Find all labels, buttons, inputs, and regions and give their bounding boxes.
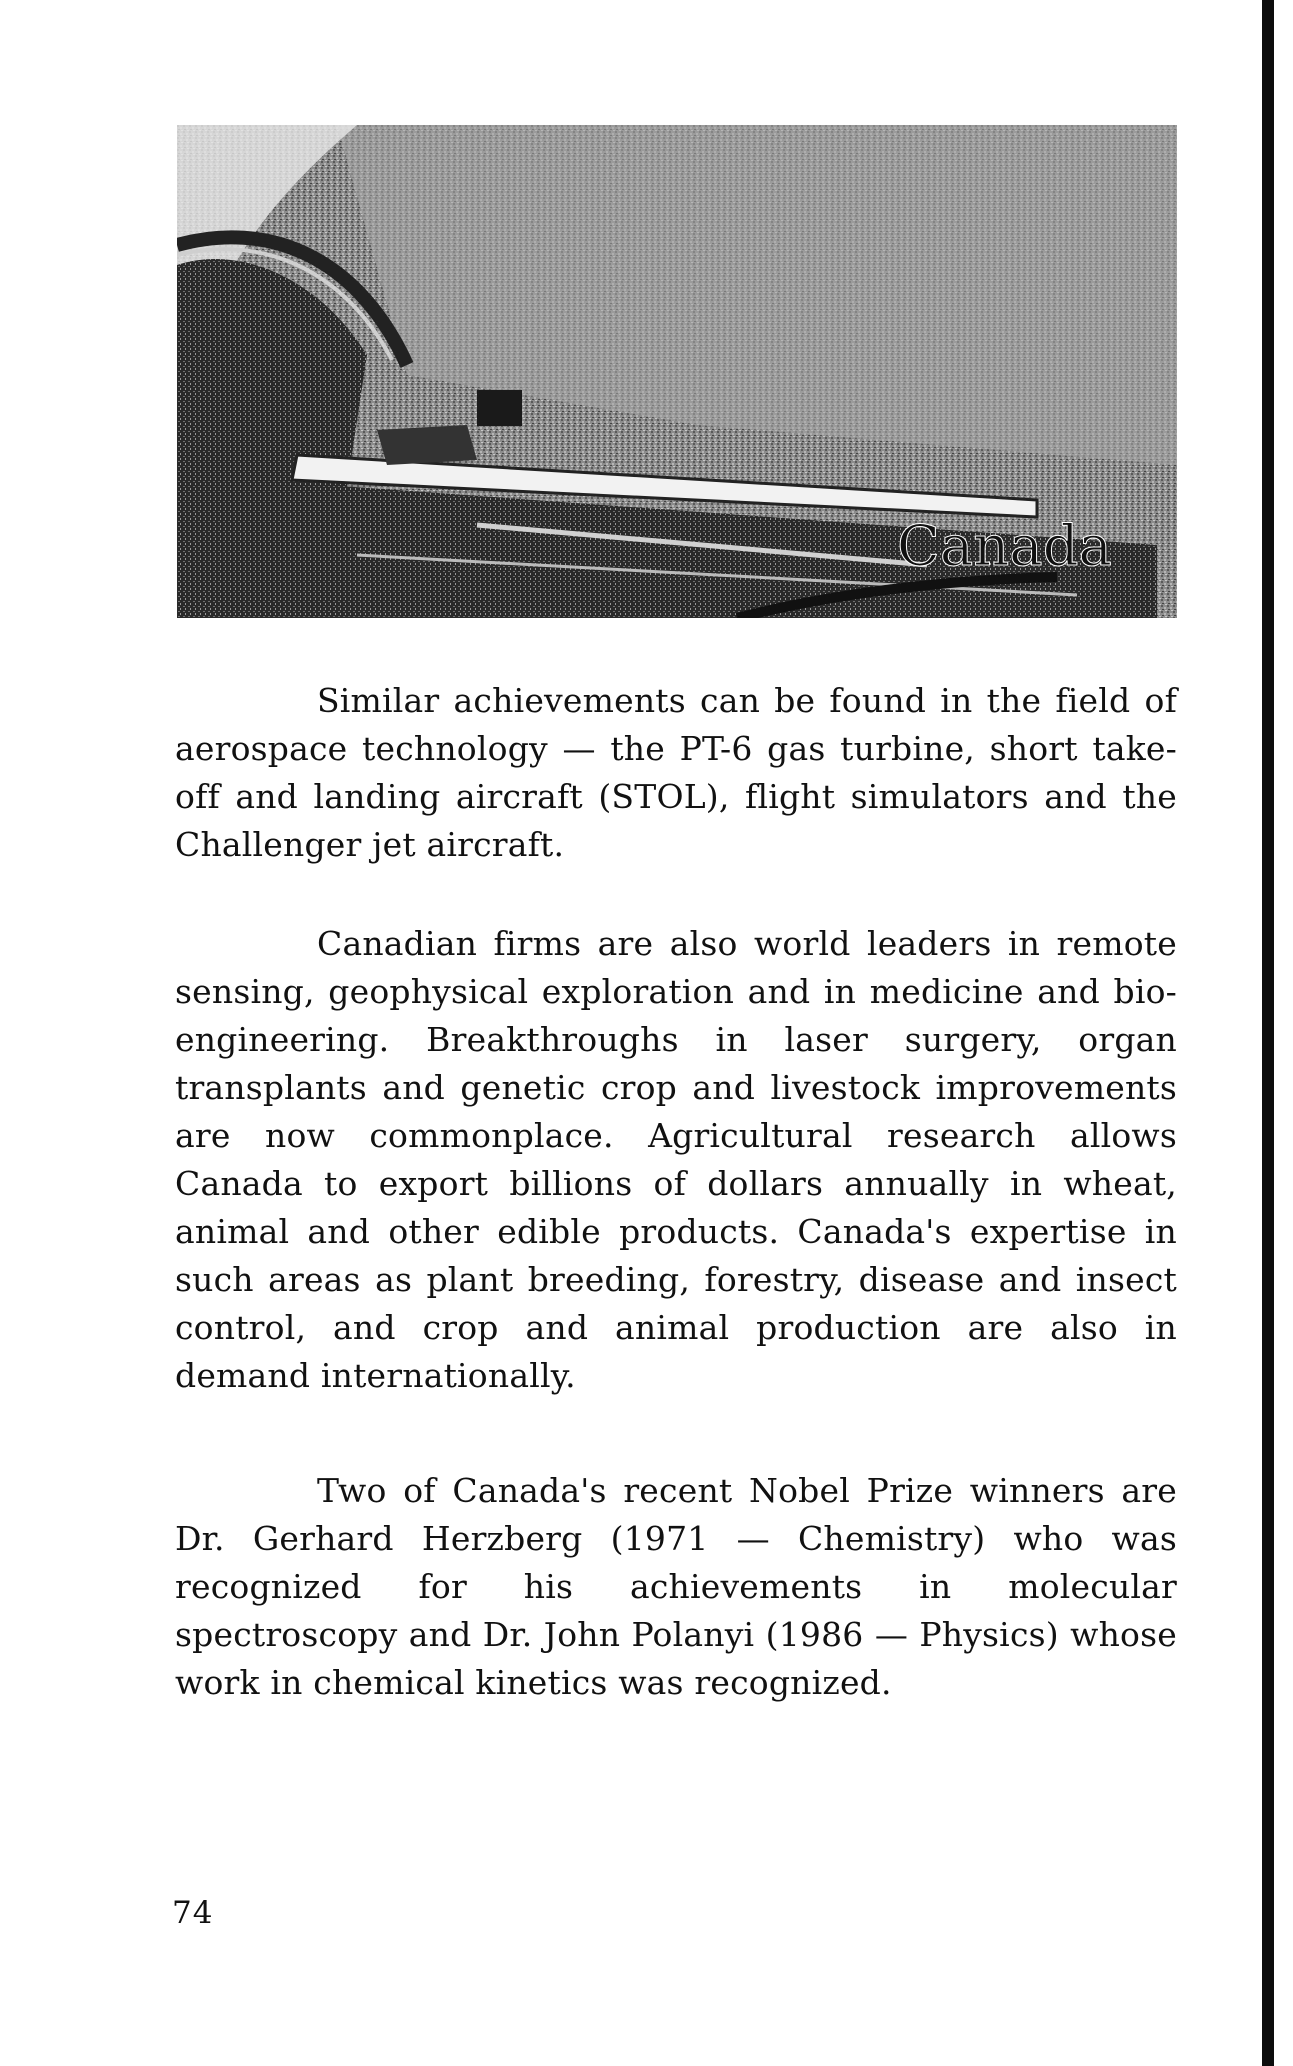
paragraph-research bbox=[175, 920, 1177, 1400]
paragraph-aerospace bbox=[175, 677, 1177, 869]
page-number: 74 bbox=[172, 1895, 214, 1931]
paragraph-nobel bbox=[175, 1467, 1177, 1707]
page-edge-rule bbox=[1262, 0, 1274, 2066]
paragraph-aerospace-text: Similar achievements can be found in the field of aerospace technology — the PT-6 gas turbine, short take-off and landing aircraft (STOL), flight simulators and the Challenger jet aircraft. bbox=[175, 681, 1177, 864]
canada-logo: Canada bbox=[897, 514, 1112, 579]
paragraph-nobel-text: Two of Canada's recent Nobel Prize winners are Dr. Gerhard Herzberg (1971 — Chemistry) who was recognized for his achievements in molecular spectroscopy and Dr. John Polanyi (1986 — Physics) whose work in chemical kinetics was recognized. bbox=[175, 1471, 1177, 1702]
space-shuttle-arm-photo bbox=[177, 125, 1177, 618]
paragraph-research-text: Canadian firms are also world leaders in remote sensing, geophysical exploration and in medicine and bio-engineering. Breakthroughs in laser surgery, organ transplants and genetic crop and livestock improvements are now commonplace. Agricultural research allows Canada to export billions of dollars annually in wheat, animal and other edible products. Canada's expertise in such areas as plant breeding, forestry, disease and insect control, and crop and animal production are also in demand internationally. bbox=[175, 924, 1177, 1395]
photo-illustration bbox=[177, 125, 1177, 618]
